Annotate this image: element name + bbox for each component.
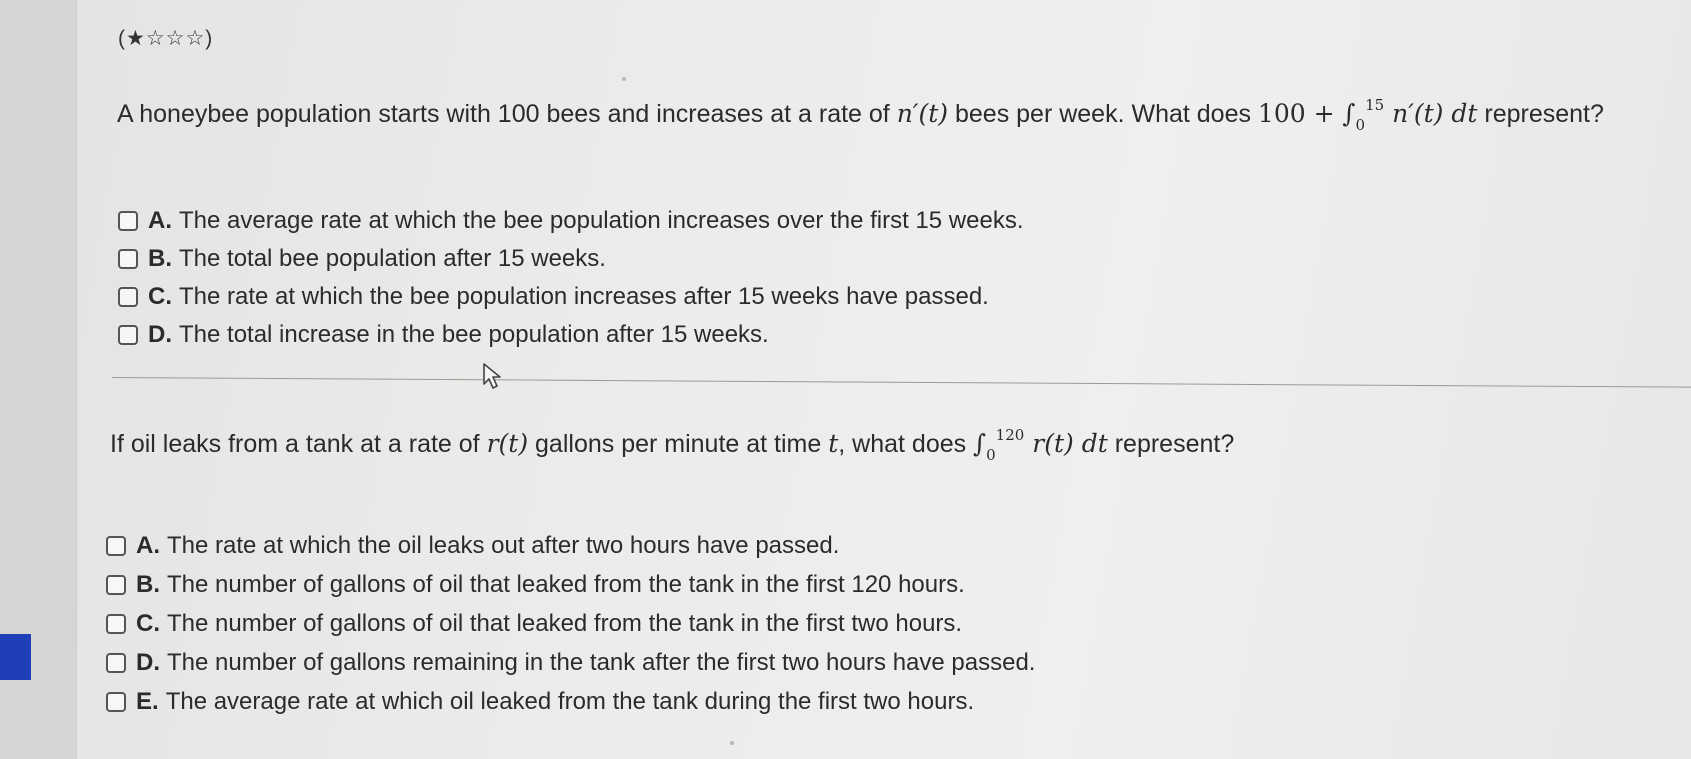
option-2d[interactable]: D. The number of gallons remaining in the tank after the first two hours have passed. bbox=[106, 643, 1035, 682]
question-1-options bbox=[118, 202, 1024, 354]
option-2e[interactable]: E. The average rate at which oil leaked from the tank during the first two hours. bbox=[106, 682, 1035, 721]
option-2c[interactable]: C. The number of gallons of oil that leaked from the tank in the first two hours. bbox=[106, 604, 1035, 643]
integral-expression: $100 + \int_0^{15}$ n′(t) dt bbox=[1257, 96, 1478, 134]
checkbox[interactable] bbox=[118, 325, 138, 345]
screen-speck bbox=[730, 741, 734, 745]
option-text: The average rate at which oil leaked from the tank during the first two hours. bbox=[165, 687, 975, 715]
mouse-pointer-icon bbox=[482, 362, 508, 390]
option-text: The average rate at which the bee population increases over the first 15 weeks. bbox=[179, 207, 1024, 234]
checkbox[interactable] bbox=[118, 249, 138, 269]
section-divider bbox=[112, 377, 1691, 388]
option-1a[interactable]: A. The average rate at which the bee population increases over the first 15 weeks. bbox=[118, 202, 1024, 240]
option-text: The number of gallons of oil that leaked from the tank in the first 120 hours. bbox=[167, 570, 965, 598]
checkbox[interactable] bbox=[106, 575, 126, 595]
side-tab[interactable] bbox=[0, 634, 31, 680]
option-1d[interactable]: D. The total increase in the bee population after 15 weeks. bbox=[118, 316, 1024, 354]
option-text: The rate at which the oil leaks out after two hours have passed. bbox=[167, 531, 840, 559]
checkbox[interactable] bbox=[106, 653, 126, 673]
integral-expression: $\int_0^{120}$ r(t) dt bbox=[973, 426, 1108, 464]
question-2-text: If oil leaks from a tank at a rate of r(t) gallons per minute at time t, what does $\int_0^{120}$ r(t) dt represent? bbox=[110, 426, 1235, 464]
checkbox[interactable] bbox=[106, 692, 126, 712]
option-1c[interactable]: C. The rate at which the bee population increases after 15 weeks have passed. bbox=[118, 278, 1024, 316]
rate-function: r(t) bbox=[486, 429, 529, 458]
option-1b[interactable]: B. The total bee population after 15 weeks. bbox=[118, 240, 1024, 278]
option-text: The number of gallons remaining in the tank after the first two hours have passed. bbox=[167, 648, 1036, 676]
option-2a[interactable]: A. The rate at which the oil leaks out after two hours have passed. bbox=[106, 526, 1035, 565]
question-1-text: A honeybee population starts with 100 bees and increases at a rate of n′(t) bees per week. What does $100 + \int_0^{15}$ n′(t) dt represent? bbox=[117, 96, 1604, 134]
option-text: The rate at which the bee population increases after 15 weeks have passed. bbox=[179, 283, 989, 310]
checkbox[interactable] bbox=[118, 211, 138, 231]
screen-speck bbox=[622, 77, 626, 81]
rate-function: n′(t) bbox=[896, 99, 949, 128]
checkbox[interactable] bbox=[118, 287, 138, 307]
option-text: The total bee population after 15 weeks. bbox=[179, 245, 606, 272]
checkbox[interactable] bbox=[106, 614, 126, 634]
option-2b[interactable]: B. The number of gallons of oil that leaked from the tank in the first 120 hours. bbox=[106, 565, 1035, 604]
question-2-options bbox=[106, 526, 1035, 721]
option-text: The number of gallons of oil that leaked from the tank in the first two hours. bbox=[167, 609, 963, 637]
difficulty-rating: (★☆☆☆) bbox=[118, 27, 214, 50]
option-text: The total increase in the bee population after 15 weeks. bbox=[179, 321, 769, 348]
checkbox[interactable] bbox=[106, 536, 126, 556]
